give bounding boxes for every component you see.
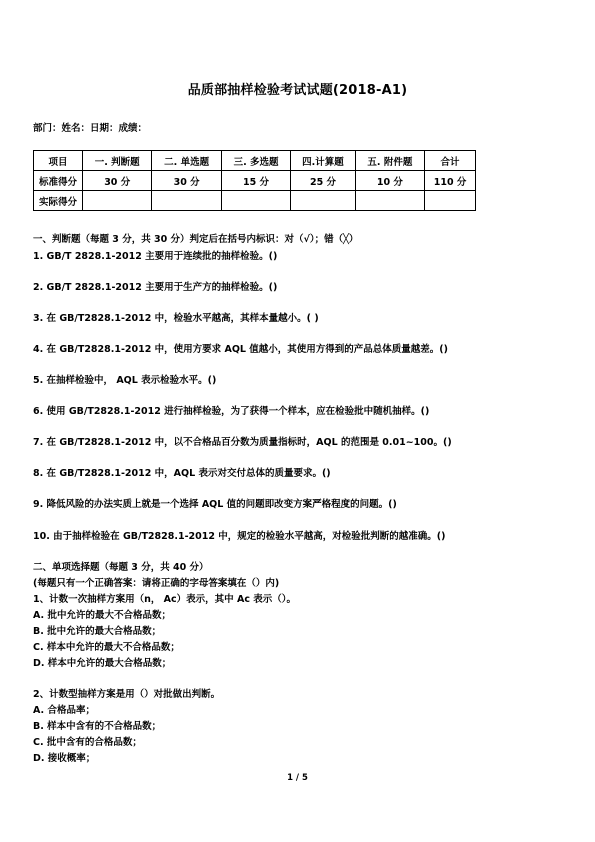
score-input-cell[interactable] bbox=[291, 191, 355, 211]
choice-option: C. 批中含有的合格品数； bbox=[33, 737, 142, 748]
choice-option: C. 样本中允许的最大不合格品数； bbox=[33, 642, 180, 653]
table-cell: 30 分 bbox=[152, 171, 221, 191]
score-table-standard-row bbox=[34, 171, 476, 191]
judgement-question: 5. 在抽样检验中， AQL 表示检验水平。() bbox=[33, 375, 217, 386]
judgement-question: 8. 在 GB/T2828.1-2012 中，AQL 表示对交付总体的质量要求。() bbox=[33, 468, 331, 479]
table-cell: 15 分 bbox=[221, 171, 290, 191]
score-input-cell[interactable] bbox=[221, 191, 290, 211]
score-input-cell[interactable] bbox=[425, 191, 476, 211]
choice-option: D. 样本中允许的最大合格品数； bbox=[33, 658, 172, 669]
score-input-cell[interactable] bbox=[152, 191, 221, 211]
judgement-question: 7. 在 GB/T2828.1-2012 中，以不合格品百分数为质量指标时，AQL 的范围是 0.01~100。() bbox=[33, 437, 452, 448]
section1-heading: 一、判断题（每题 3 分，共 30 分）判定后在括号内标识：对（√）；错（╳） bbox=[33, 234, 359, 245]
meta-line: 部门：姓名：日期：成绩： bbox=[33, 123, 148, 134]
judgement-question: 2. GB/T 2828.1-2012 主要用于生产方的抽样检验。() bbox=[33, 282, 278, 293]
choice-option: B. 批中允许的最大合格品数； bbox=[33, 626, 162, 637]
table-cell: 四.计算题 bbox=[291, 151, 355, 171]
score-table bbox=[33, 150, 476, 211]
choice-option: A. 批中允许的最大不合格品数； bbox=[33, 610, 171, 621]
table-cell: 10 分 bbox=[355, 171, 424, 191]
judgement-question: 4. 在 GB/T2828.1-2012 中，使用方要求 AQL 值越小，其使用方得到的产品总体质量越差。() bbox=[33, 344, 448, 355]
table-cell: 一. 判断题 bbox=[83, 151, 152, 171]
table-cell: 三. 多选题 bbox=[221, 151, 290, 171]
table-cell: 25 分 bbox=[291, 171, 355, 191]
page-number: 1 / 5 bbox=[287, 773, 308, 783]
judgement-question: 10. 由于抽样检验在 GB/T2828.1-2012 中，规定的检验水平越高，对检验批判断的越准确。() bbox=[33, 531, 446, 542]
score-input-cell[interactable] bbox=[83, 191, 152, 211]
score-table-actual-row bbox=[34, 191, 476, 211]
table-cell: 五. 附件题 bbox=[355, 151, 424, 171]
section2-note: (每题只有一个正确答案：请将正确的字母答案填在（）内) bbox=[33, 578, 280, 589]
judgement-question: 3. 在 GB/T2828.1-2012 中，检验水平越高，其样本量越小。( ) bbox=[33, 313, 319, 324]
table-cell: 项目 bbox=[34, 151, 83, 171]
judgement-question: 6. 使用 GB/T2828.1-2012 进行抽样检验，为了获得一个样本，应在检验批中随机抽样。() bbox=[33, 406, 430, 417]
choice-option: B. 样本中含有的不合格品数； bbox=[33, 721, 162, 732]
table-cell: 标准得分 bbox=[34, 171, 83, 191]
table-cell: 实际得分 bbox=[34, 191, 83, 211]
judgement-question: 9. 降低风险的办法实质上就是一个选择 AQL 值的问题即改变方案严格程度的问题。() bbox=[33, 499, 397, 510]
table-cell: 110 分 bbox=[425, 171, 476, 191]
choice-question-stem: 2、计数型抽样方案是用（）对批做出判断。 bbox=[33, 689, 221, 700]
section2-heading: 二、单项选择题（每题 3 分，共 40 分） bbox=[33, 562, 209, 573]
table-cell: 合计 bbox=[425, 151, 476, 171]
page-title: 品质部抽样检验考试试题(2018-A1) bbox=[187, 83, 408, 98]
judgement-question: 1. GB/T 2828.1-2012 主要用于连续批的抽样检验。() bbox=[33, 251, 278, 262]
score-input-cell[interactable] bbox=[355, 191, 424, 211]
score-table-header-row bbox=[34, 151, 476, 171]
choice-option: A. 合格品率； bbox=[33, 705, 95, 716]
table-cell: 30 分 bbox=[83, 171, 152, 191]
table-cell: 二. 单选题 bbox=[152, 151, 221, 171]
choice-option: D. 接收概率； bbox=[33, 753, 96, 764]
choice-question-stem: 1、计数一次抽样方案用（n， Ac）表示，其中 Ac 表示（）。 bbox=[33, 594, 297, 605]
